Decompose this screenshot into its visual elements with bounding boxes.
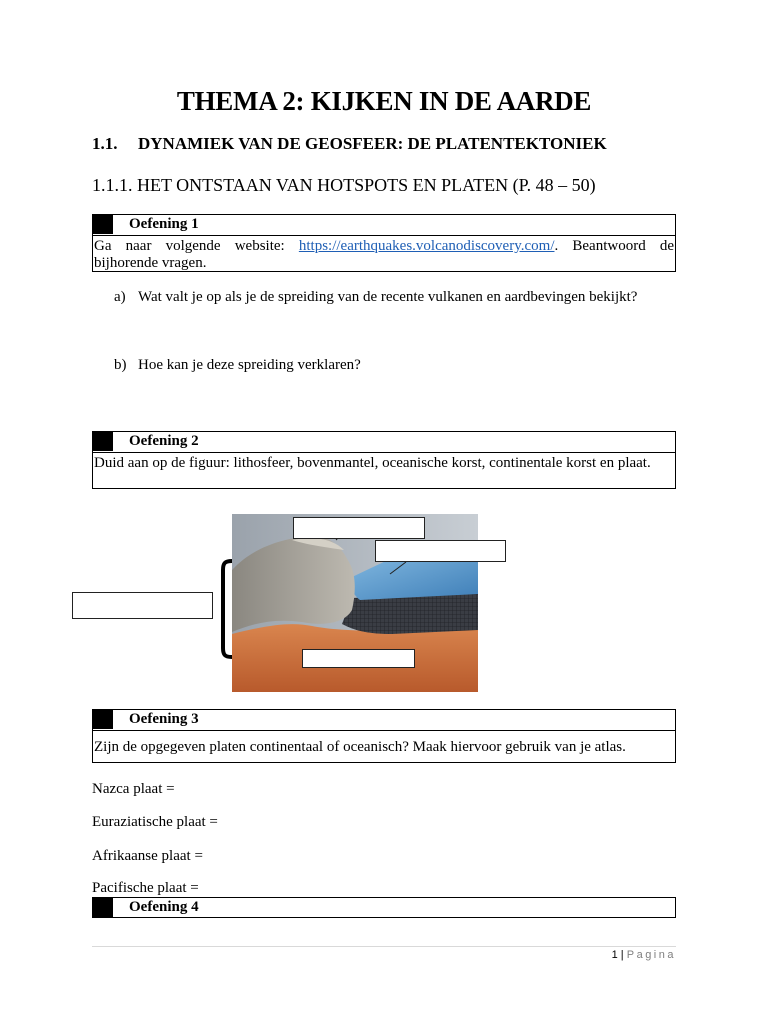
exercise-2-box [92,431,676,489]
page-number: 1 [611,949,618,961]
plate-item-eurasian: Euraziatische plaat = [92,814,218,830]
exercise-4-box [92,897,676,918]
exercise-2-instructions: Duid aan op de figuur: lithosfeer, bovenmantel, oceanische korst, continentale korst en plaat. [94,455,651,471]
exercise-1-text-before: Ga naar volgende website: [94,238,299,254]
footer-divider [92,946,676,947]
plate-item-pacific: Pacifische plaat = [92,880,199,896]
question-letter: b) [114,357,127,373]
question-b [114,357,361,374]
exercise-3-label: Oefening 3 [129,711,199,727]
plate-item-african: Afrikaanse plaat = [92,848,203,864]
plate-item-nazca: Nazca plaat = [92,781,175,797]
exercise-4-header [93,898,675,918]
volcanodiscovery-link[interactable]: https://earthquakes.volcanodiscovery.com/ [298,238,555,254]
question-a [114,289,637,306]
exercise-marker [93,432,113,451]
section-number: 1.1. [92,134,118,153]
exercise-3-header [93,710,675,731]
exercise-2-label: Oefening 2 [129,433,199,449]
figure-label-box-3[interactable] [72,592,213,619]
section-heading [92,134,607,154]
exercise-marker [93,710,113,729]
exercise-4-label: Oefening 4 [129,899,199,915]
exercise-3-box [92,709,676,763]
footer-word: Pagina [626,949,676,961]
exercise-marker [93,898,113,917]
exercise-1-instructions [93,236,675,272]
question-text: Wat valt je op als je de spreiding van de recente vulkanen en aardbevingen bekijkt? [138,289,638,305]
exercise-marker [93,215,113,234]
subsection-heading: 1.1.1. HET ONTSTAAN VAN HOTSPOTS EN PLATEN (P. 48 – 50) [92,175,596,195]
exercise-1-label: Oefening 1 [129,216,199,232]
page-footer [612,949,676,961]
footer-separator: | [617,949,627,961]
exercise-1-text-after: . Beantwoord de bijhorende vragen. [94,238,674,271]
lithosphere-bracket [218,558,234,660]
section-title: DYNAMIEK VAN DE GEOSFEER: DE PLATENTEKTONIEK [138,134,607,153]
page-title: THEMA 2: KIJKEN IN DE AARDE [176,86,592,116]
exercise-1-header [93,215,675,236]
question-letter: a) [114,289,126,305]
exercise-3-instructions: Zijn de opgegeven platen continentaal of oceanisch? Maak hiervoor gebruik van je atlas. [94,739,626,755]
question-text: Hoe kan je deze spreiding verklaren? [138,357,361,373]
exercise-1-box [92,214,676,272]
figure-label-box-1[interactable] [293,517,425,539]
figure-label-box-2[interactable] [375,540,506,562]
exercise-2-header [93,432,675,453]
figure-label-box-4[interactable] [302,649,415,668]
